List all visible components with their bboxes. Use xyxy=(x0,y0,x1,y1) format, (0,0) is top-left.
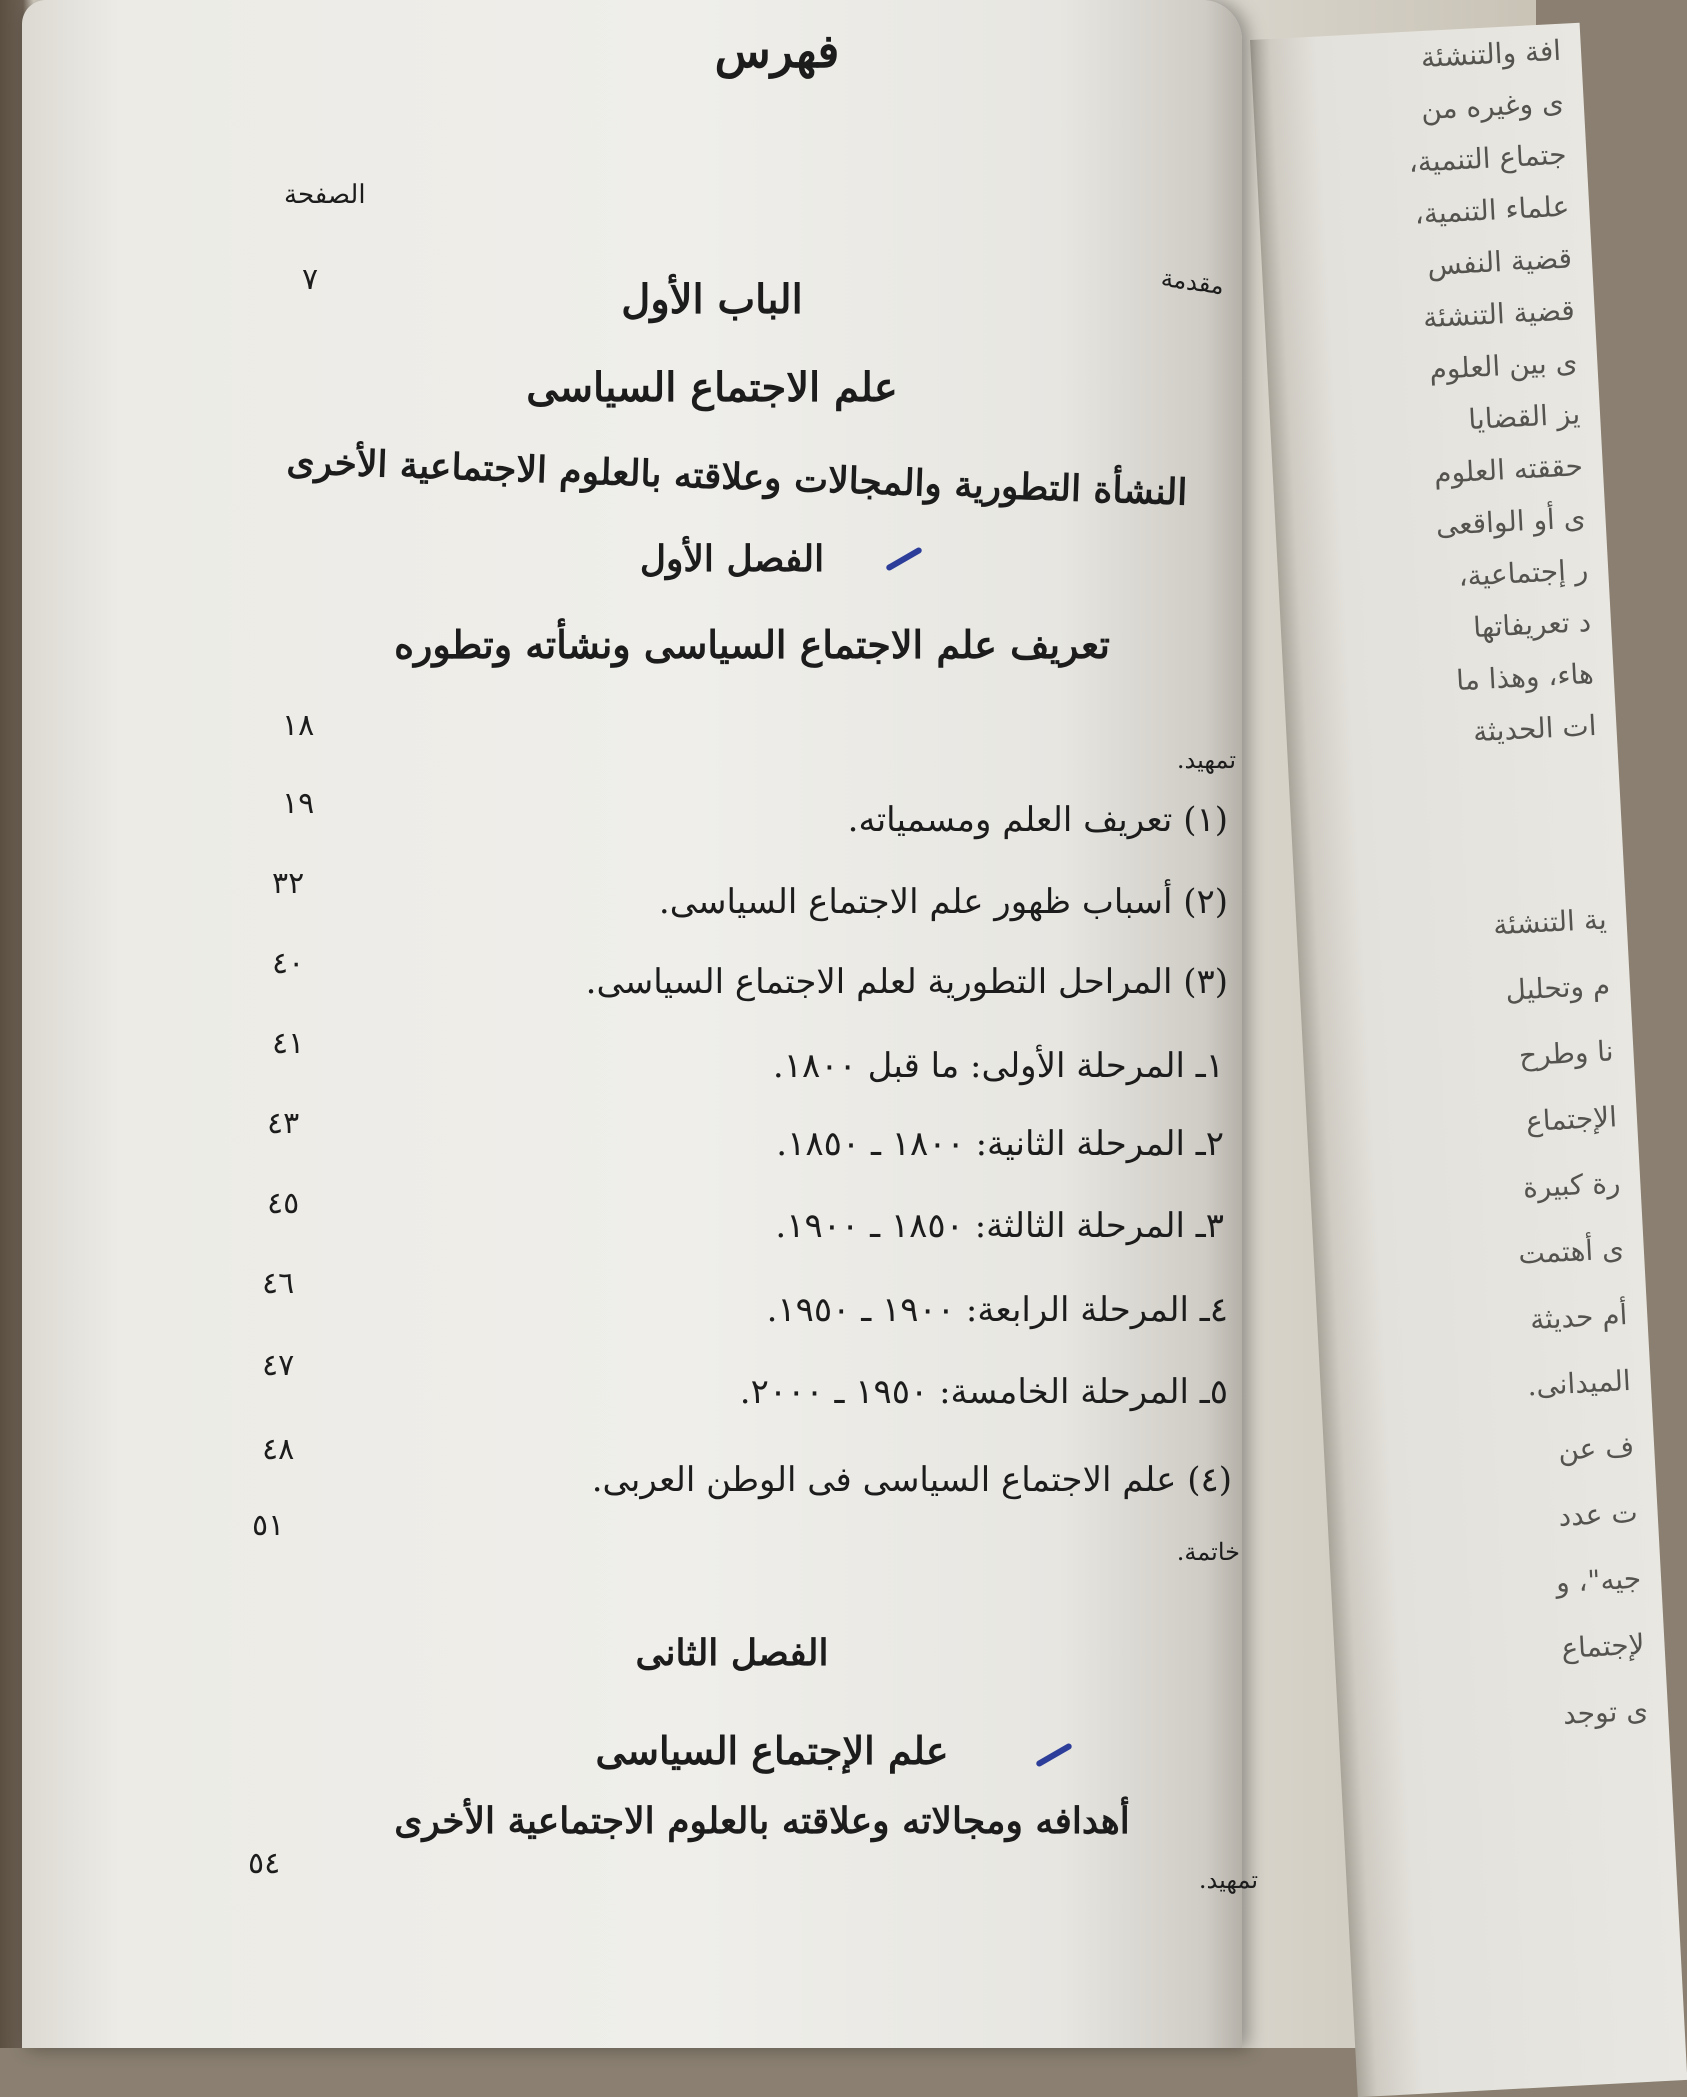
toc-page-number: ١٩ xyxy=(282,786,315,821)
part-subtitle: النشأة التطورية والمجالات وعلاقته بالعلوم الاجتماعية الأخرى xyxy=(285,440,1189,514)
toc-page-number: ٤٥ xyxy=(267,1186,300,1221)
facing-page xyxy=(1250,23,1687,2097)
toc-entry: (١) تعريف العلم ومسمياته. xyxy=(847,800,1228,840)
toc-entry: تمهيد. xyxy=(1198,1866,1258,1894)
toc-page-number: ٤١ xyxy=(272,1026,305,1061)
facing-line: ى بين العلوم xyxy=(1428,345,1579,387)
facing-line: ى وغيره من xyxy=(1420,85,1565,127)
toc-entry: ٣ـ المرحلة الثالثة: ١٨٥٠ ـ ١٩٠٠. xyxy=(775,1206,1224,1246)
facing-line: افة والتنشئة xyxy=(1420,33,1562,75)
page-title: فهرس xyxy=(714,24,840,78)
part-title: الباب الأول xyxy=(621,276,803,323)
toc-page-number: ٣٢ xyxy=(272,866,305,901)
toc-entry: ٤ـ المرحلة الرابعة: ١٩٠٠ ـ ١٩٥٠. xyxy=(766,1290,1228,1330)
toc-page-number: ٤٧ xyxy=(262,1348,295,1383)
facing-line: لإجتماع xyxy=(1560,1627,1646,1665)
toc-page-number: ٤٣ xyxy=(267,1106,300,1141)
facing-line: هاء، وهذا ما xyxy=(1455,656,1595,698)
toc-page-number: ١٨ xyxy=(282,708,315,743)
facing-line: ى أو الواقعى xyxy=(1434,501,1587,542)
toc-page-number: ٥٤ xyxy=(248,1846,281,1881)
toc-entry: ٥ـ المرحلة الخامسة: ١٩٥٠ ـ ٢٠٠٠. xyxy=(739,1372,1228,1412)
page-column-label: الصفحة xyxy=(284,180,366,210)
toc-entry: (٢) أسباب ظهور علم الاجتماع السياسى. xyxy=(658,882,1228,922)
chapter-title: الفصل الثانى xyxy=(635,1632,829,1674)
chapter-title: الفصل الأول xyxy=(639,538,825,580)
toc-entry: خاتمة. xyxy=(1176,1538,1240,1566)
facing-line: رة كبيرة xyxy=(1522,1166,1622,1205)
chapter-subtitle: أهدافه ومجالاته وعلاقته بالعلوم الاجتماعية الأخرى xyxy=(394,1800,1130,1842)
facing-line: ت عدد xyxy=(1557,1495,1639,1533)
part-subject: علم الاجتماع السياسى xyxy=(526,364,898,411)
chapter-subtitle: تعريف علم الاجتماع السياسى ونشأته وتطوره xyxy=(394,622,1110,667)
facing-line: نا وطرح xyxy=(1518,1034,1615,1073)
facing-line: د تعريفاتها xyxy=(1472,604,1592,645)
facing-line: ف عن xyxy=(1557,1429,1635,1467)
facing-line: حققته العلوم xyxy=(1433,449,1584,490)
facing-line: قضية التنشئة xyxy=(1422,293,1576,335)
facing-line: قضية النفس xyxy=(1426,241,1573,283)
facing-line: جيه"، و xyxy=(1555,1561,1642,1600)
facing-line: الميدانى. xyxy=(1526,1363,1632,1403)
facing-line: ى أهتمت xyxy=(1517,1232,1625,1271)
toc-entry: تمهيد. xyxy=(1176,746,1236,774)
chapter-subject: علم الإجتماع السياسى xyxy=(595,1728,949,1773)
facing-line: ية التنشئة xyxy=(1492,902,1608,942)
intro-label: مقدمة xyxy=(1159,263,1226,301)
toc-entry: ٢ـ المرحلة الثانية: ١٨٠٠ ـ ١٨٥٠. xyxy=(776,1124,1224,1164)
toc-page xyxy=(22,0,1258,2048)
facing-line: ر إجتماعية، xyxy=(1457,553,1590,593)
pen-check-mark xyxy=(885,546,923,571)
intro-page-number: ٧ xyxy=(302,262,319,297)
facing-line: جتماع التنمية، xyxy=(1407,137,1568,179)
toc-page-number: ٤٨ xyxy=(262,1432,295,1467)
toc-page-number: ٤٠ xyxy=(272,946,305,981)
toc-page-number: ٥١ xyxy=(252,1508,285,1543)
toc-entry: (٣) المراحل التطورية لعلم الاجتماع السياسى. xyxy=(585,962,1228,1002)
facing-line: أم حديثة xyxy=(1529,1298,1629,1337)
facing-line: ات الحديثة xyxy=(1472,708,1598,749)
facing-line: م وتحليل xyxy=(1504,968,1611,1007)
pen-check-mark xyxy=(1035,1742,1073,1767)
toc-page-number: ٤٦ xyxy=(262,1266,295,1301)
facing-line: الإجتماع xyxy=(1525,1100,1618,1139)
facing-line: ى توجد xyxy=(1562,1693,1649,1731)
facing-line: يز القضايا xyxy=(1467,397,1581,437)
toc-entry: (٤) علم الاجتماع السياسى فى الوطن العربى. xyxy=(591,1460,1232,1500)
facing-line: علماء التنمية، xyxy=(1413,189,1570,231)
toc-entry: ١ـ المرحلة الأولى: ما قبل ١٨٠٠. xyxy=(772,1046,1224,1086)
